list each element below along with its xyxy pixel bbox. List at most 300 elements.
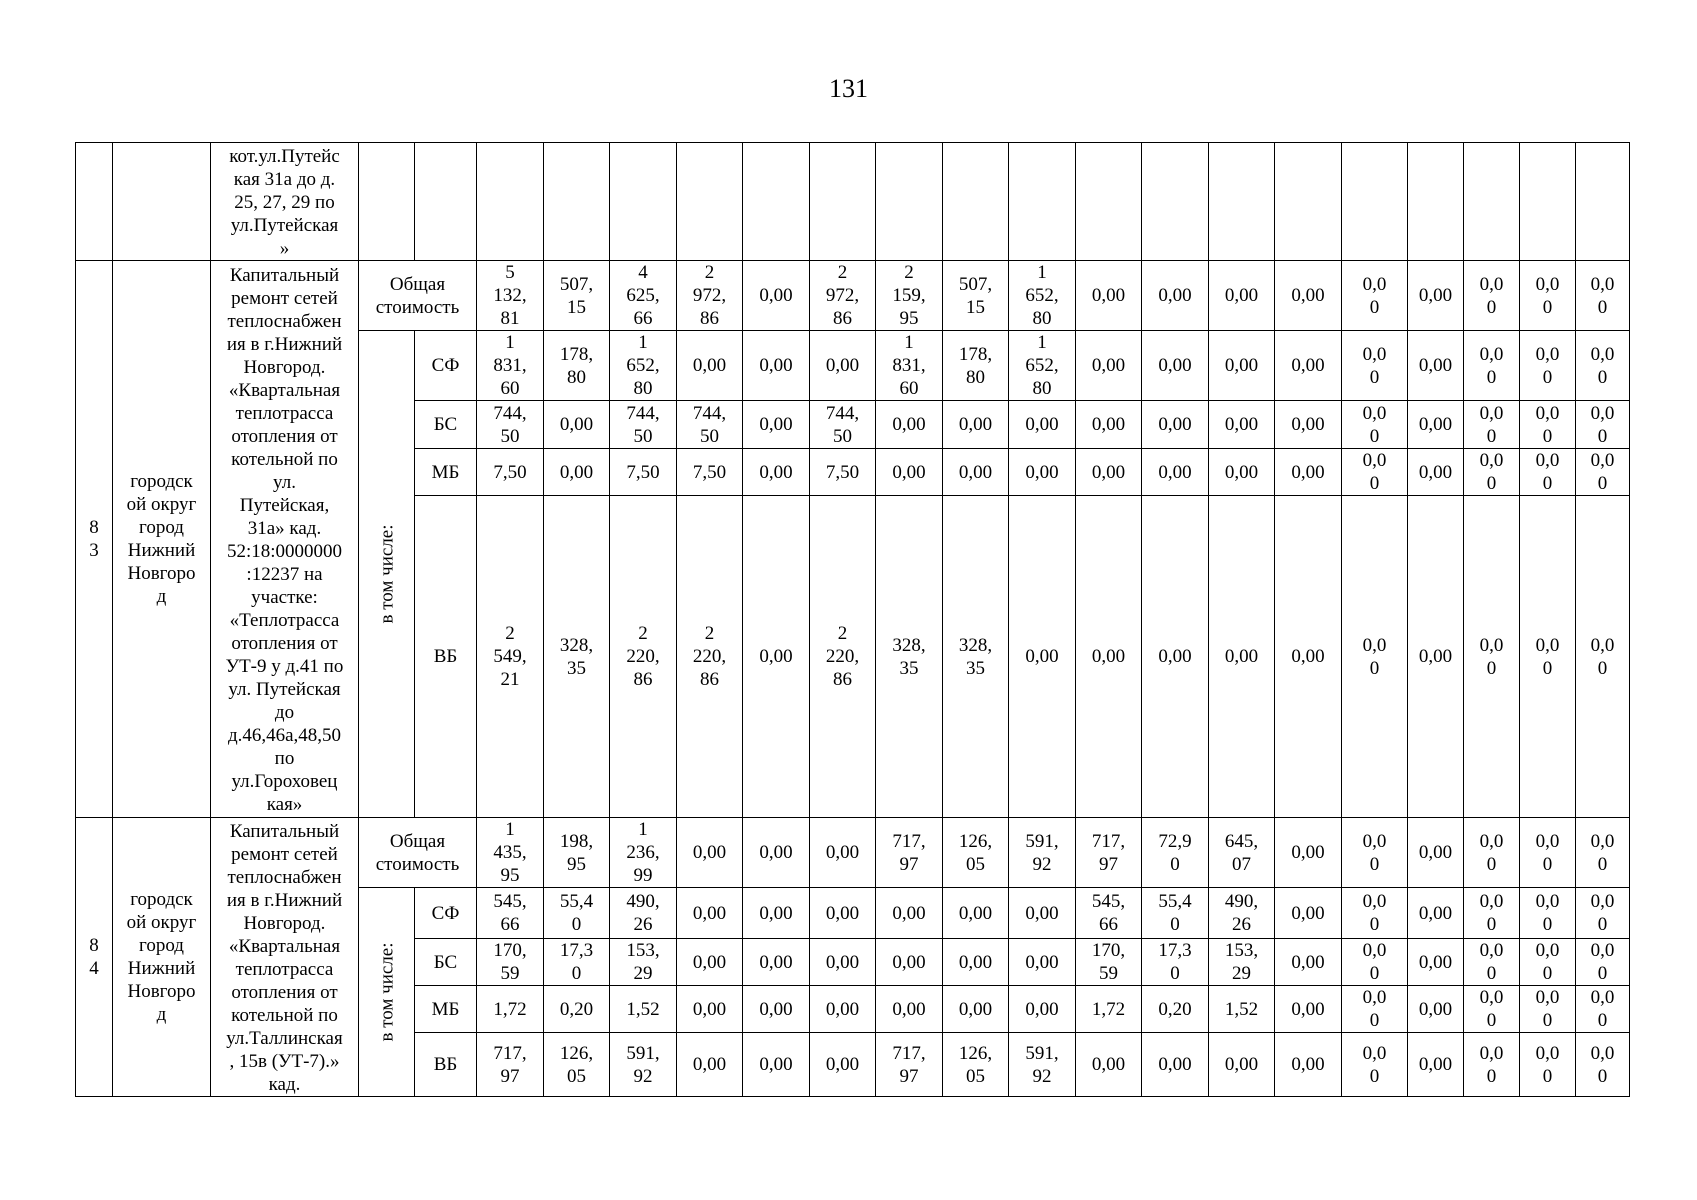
cell-num-text: 8 4: [89, 935, 99, 979]
cell-value-text: 1 435, 95: [493, 819, 527, 886]
cell-value-text: 0,00: [1224, 461, 1259, 483]
cell-value: [1076, 401, 1142, 449]
cell-value: [1076, 939, 1142, 986]
cell-value: [743, 986, 810, 1033]
budget-table: [75, 142, 1630, 1097]
cell-value-text: 0,0 0: [1590, 343, 1615, 388]
cell-value: [1076, 449, 1142, 496]
cell-value: [544, 888, 610, 939]
cell-value: [477, 986, 544, 1033]
cell-source-label: [415, 449, 477, 496]
cell-value-text: 0,00: [1091, 355, 1126, 376]
cell-value-text: 2 220, 86: [626, 623, 660, 690]
cell-value-text: 0,00: [759, 646, 793, 667]
cell-value-text: 178, 80: [559, 343, 594, 388]
cell-value: [1408, 939, 1464, 986]
cell-description-text: кот.ул.Путейс кая 31а до д. 25, 27, 29 по ул.Путейская »: [229, 146, 340, 259]
cell-value: [1209, 331, 1275, 401]
cell-value-text: 2 159, 95: [892, 262, 926, 329]
cell-value-text: 0,00: [1025, 998, 1059, 1020]
cell-value: [810, 986, 876, 1033]
cell-value: [610, 449, 677, 496]
cell-value: [1342, 449, 1408, 496]
cell-value: [1009, 818, 1076, 888]
cell-value-text: 0,00: [1158, 461, 1192, 483]
cell-value-text: 0,0 0: [1479, 273, 1504, 318]
cell-num: [76, 261, 113, 818]
cell-value: [1520, 818, 1576, 888]
cell-value: [1520, 261, 1576, 331]
cell-value-text: 0,00: [825, 355, 860, 376]
cell-value: [1209, 401, 1275, 449]
cell-value-text: 7,50: [692, 461, 727, 483]
cell-value-text: 0,00: [1291, 842, 1325, 863]
cell-value-text: 4 625, 66: [626, 262, 660, 329]
cell-value: [1464, 818, 1520, 888]
cell-value-text: 0,00: [559, 461, 594, 483]
cell-value: [743, 143, 810, 261]
cell-value-text: 0,00: [1224, 646, 1259, 667]
cell-value-text: 0,0 0: [1479, 450, 1504, 494]
cell-value: [1342, 986, 1408, 1033]
cell-value: [1275, 986, 1342, 1033]
cell-municipality-text: городск ой округ город Нижний Новгоро д: [126, 889, 197, 1025]
cell-value: [876, 331, 943, 401]
cell-value: [544, 401, 610, 449]
cell-source-label: [415, 401, 477, 449]
cell-value-text: 717, 97: [493, 1042, 527, 1087]
cell-value-text: 591, 92: [1025, 1042, 1059, 1087]
cell-value-text: 0,0 0: [1535, 450, 1560, 494]
cell-value-text: 153, 29: [1224, 940, 1259, 984]
cell-value-text: 0,00: [1291, 951, 1325, 973]
cell-value-text: 0,00: [759, 414, 793, 435]
cell-value: [876, 401, 943, 449]
cell-value: [943, 986, 1009, 1033]
cell-value: [810, 261, 876, 331]
cell-value-text: 0,00: [892, 902, 926, 924]
cell-value-text: 0,00: [759, 355, 793, 376]
cell-value: [1209, 939, 1275, 986]
cell-value: [1408, 449, 1464, 496]
cell-value: [1076, 1033, 1142, 1097]
cell-value: [743, 1033, 810, 1097]
cell-value-text: 0,00: [958, 461, 993, 483]
cell-value-text: 2 972, 86: [692, 262, 727, 329]
cell-value: [477, 143, 544, 261]
cell-value-text: 126, 05: [559, 1042, 594, 1087]
cell-value-text: 0,0 0: [1362, 402, 1387, 447]
cell-value: [1009, 143, 1076, 261]
cell-value-text: 2 220, 86: [825, 623, 860, 690]
cell-value-text: 0,00: [958, 414, 993, 435]
cell-value: [1275, 401, 1342, 449]
cell-value: [1520, 939, 1576, 986]
cell-value-text: 1 652, 80: [1025, 332, 1059, 399]
cell-value: [1408, 1033, 1464, 1097]
cell-value: [1275, 1033, 1342, 1097]
cell-total-label-text: Общая стоимость: [375, 830, 460, 875]
cell-value-text: 153, 29: [626, 940, 660, 984]
cell-value-text: 744, 50: [692, 402, 727, 447]
cell-value: [1009, 986, 1076, 1033]
cell-value-text: 0,0 0: [1535, 940, 1560, 984]
cell-value: [477, 331, 544, 401]
cell-source-label: [415, 1033, 477, 1097]
cell-value: [477, 496, 544, 818]
cell-value: [1142, 496, 1209, 818]
cell-value: [743, 496, 810, 818]
cell-value: [876, 1033, 943, 1097]
cell-value: [544, 496, 610, 818]
cell-value-text: 0,00: [825, 842, 860, 863]
cell-value-text: 0,0 0: [1535, 891, 1560, 935]
cell-value: [1464, 888, 1520, 939]
cell-value: [943, 818, 1009, 888]
cell-value: [477, 261, 544, 331]
cell-value: [610, 143, 677, 261]
cell-value: [743, 939, 810, 986]
cell-value-text: 0,0 0: [1479, 987, 1504, 1031]
cell-source-label-text: МБ: [431, 461, 460, 483]
cell-value-text: 0,0 0: [1590, 830, 1615, 875]
cell-value-text: 126, 05: [958, 830, 993, 875]
cell-value: [1520, 331, 1576, 401]
cell-value-text: 0,0 0: [1590, 940, 1615, 984]
cell-value-text: 1,52: [626, 998, 660, 1020]
cell-value-text: 717, 97: [1091, 830, 1126, 875]
cell-value-text: 0,0 0: [1362, 273, 1387, 318]
cell-value-text: 0,00: [1224, 355, 1259, 376]
cell-value-text: 0,00: [1025, 414, 1059, 435]
cell-value: [1209, 143, 1275, 261]
cell-value: [743, 401, 810, 449]
cell-value-text: 0,00: [1091, 1054, 1126, 1075]
cell-value-text: 7,50: [626, 461, 660, 483]
cell-num: [76, 818, 113, 1097]
cell-description-text: Капитальный ремонт сетей теплоснабжен ия в г.Нижний Новгород. «Квартальная теплотрасса отопления от котельной по ул.Таллинская , 15в (УТ-7).» кад.: [226, 821, 343, 1095]
cell-value: [943, 401, 1009, 449]
cell-value: [810, 888, 876, 939]
cell-value: [943, 143, 1009, 261]
cell-value-text: 0,0 0: [1362, 343, 1387, 388]
cell-value: [1209, 818, 1275, 888]
cell-municipality: [113, 818, 211, 1097]
cell-value-text: 0,00: [692, 1054, 727, 1075]
cell-value-text: 0,0 0: [1362, 450, 1387, 494]
cell-value: [1464, 449, 1520, 496]
cell-value-text: 0,00: [1091, 461, 1126, 483]
cell-description: [211, 143, 359, 261]
cell-value: [810, 143, 876, 261]
cell-value: [1342, 888, 1408, 939]
cell-value-text: 0,00: [1224, 285, 1259, 306]
cell-value: [876, 986, 943, 1033]
page-number: 131: [829, 74, 868, 103]
cell-value-text: 0,00: [692, 951, 727, 973]
cell-value: [610, 496, 677, 818]
cell-value: [1209, 496, 1275, 818]
cell-value: [876, 888, 943, 939]
cell-value: [810, 401, 876, 449]
cell-description: [211, 261, 359, 818]
cell-value-text: 0,00: [958, 998, 993, 1020]
cell-value: [876, 261, 943, 331]
cell-value-text: 0,00: [759, 842, 793, 863]
cell-value: [1209, 449, 1275, 496]
cell-value: [1342, 939, 1408, 986]
cell-value: [1520, 888, 1576, 939]
cell-value-text: 328, 35: [892, 634, 926, 679]
cell-value-text: 0,00: [825, 1054, 860, 1075]
cell-value-text: 0,0 0: [1535, 1042, 1560, 1087]
cell-value-text: 0,0 0: [1362, 1042, 1387, 1087]
cell-type: [359, 143, 415, 261]
cell-value-text: 744, 50: [493, 402, 527, 447]
cell-value-text: 0,00: [1418, 902, 1453, 924]
cell-value-text: 0,00: [1291, 355, 1325, 376]
cell-value: [544, 143, 610, 261]
cell-value-text: 0,00: [1091, 646, 1126, 667]
cell-value-text: 0,00: [1418, 646, 1453, 667]
cell-value-text: 0,00: [1291, 902, 1325, 924]
table-row-continuation: [76, 143, 1630, 261]
cell-value: [610, 1033, 677, 1097]
cell-value: [1408, 888, 1464, 939]
cell-value: [1076, 331, 1142, 401]
cell-value-text: 0,00: [1418, 842, 1453, 863]
cell-value: [943, 449, 1009, 496]
cell-value: [1275, 143, 1342, 261]
cell-value-text: 0,00: [1291, 646, 1325, 667]
cell-value: [876, 449, 943, 496]
cell-value-text: 0,00: [892, 461, 926, 483]
cell-value: [1520, 986, 1576, 1033]
cell-value-text: 0,0 0: [1479, 402, 1504, 447]
cell-value-text: 0,00: [759, 461, 793, 483]
cell-value-text: 490, 26: [1224, 891, 1259, 935]
cell-value-text: 0,00: [1291, 285, 1325, 306]
cell-value-text: 0,00: [759, 951, 793, 973]
cell-value-text: 7,50: [825, 461, 860, 483]
cell-value-text: 55,4 0: [1158, 891, 1192, 935]
cell-value-text: 0,00: [1025, 902, 1059, 924]
cell-value: [477, 818, 544, 888]
cell-value-text: 0,00: [1224, 414, 1259, 435]
cell-num-text: 8 3: [89, 517, 99, 561]
cell-value: [1142, 818, 1209, 888]
cell-value-text: 0,00: [1091, 414, 1126, 435]
cell-value: [677, 143, 743, 261]
cell-value: [943, 496, 1009, 818]
cell-value: [1275, 449, 1342, 496]
cell-value: [1209, 261, 1275, 331]
cell-value: [1275, 888, 1342, 939]
cell-value-text: 0,0 0: [1590, 1042, 1615, 1087]
cell-source-label-text: МБ: [431, 998, 460, 1020]
cell-value: [1408, 818, 1464, 888]
cell-value: [1342, 401, 1408, 449]
cell-value: [544, 986, 610, 1033]
cell-value-text: 0,00: [892, 414, 926, 435]
cell-value: [1076, 143, 1142, 261]
cell-value-text: 0,00: [1418, 1054, 1453, 1075]
cell-value: [1464, 401, 1520, 449]
cell-value: [544, 261, 610, 331]
cell-value: [810, 449, 876, 496]
cell-value-text: 0,00: [759, 998, 793, 1020]
cell-value: [1408, 496, 1464, 818]
cell-value: [1342, 261, 1408, 331]
cell-value-text: 1,72: [493, 998, 527, 1020]
cell-value-text: 0,00: [1418, 355, 1453, 376]
cell-value-text: 0,0 0: [1590, 273, 1615, 318]
cell-value-text: 17,3 0: [559, 940, 594, 984]
cell-value-text: 328, 35: [958, 634, 993, 679]
cell-value-text: 328, 35: [559, 634, 594, 679]
cell-value-text: 0,0 0: [1362, 987, 1387, 1031]
cell-value: [1009, 888, 1076, 939]
cell-value-text: 2 220, 86: [692, 623, 727, 690]
cell-value: [477, 939, 544, 986]
cell-value-text: 0,00: [692, 355, 727, 376]
cell-value-text: 170, 59: [1091, 940, 1126, 984]
cell-value: [677, 261, 743, 331]
cell-value-text: 7,50: [493, 461, 527, 483]
cell-value: [1076, 496, 1142, 818]
cell-value-text: 507, 15: [958, 273, 993, 318]
cell-value-text: 0,20: [559, 998, 594, 1020]
table-row-total: [76, 261, 1630, 331]
cell-value: [1275, 496, 1342, 818]
cell-value: [1142, 261, 1209, 331]
cell-value-text: 0,00: [759, 1054, 793, 1075]
cell-value-text: 17,3 0: [1158, 940, 1192, 984]
cell-value: [1408, 143, 1464, 261]
cell-value: [1464, 496, 1520, 818]
cell-value-text: 0,20: [1158, 998, 1192, 1020]
cell-value: [1076, 888, 1142, 939]
cell-value: [677, 939, 743, 986]
cell-value-text: 0,00: [1224, 1054, 1259, 1075]
cell-description-text: Капитальный ремонт сетей теплоснабжен ия в г.Нижний Новгород. «Квартальная теплотрасса отопления от котельной по ул. Путейская, 31а» кад. 52:18:0000000 :12237 на участке: «Теплотрасса отопления от УТ-9 у д.41 по ул. Путейская до д.46,46а,48,50 по ул.Гороховец кая»: [225, 265, 344, 815]
cell-sub: [415, 143, 477, 261]
cell-value-text: 0,00: [1291, 998, 1325, 1020]
cell-value-text: 0,00: [1025, 461, 1059, 483]
cell-value: [743, 818, 810, 888]
cell-value-text: 717, 97: [892, 1042, 926, 1087]
cell-value: [1576, 496, 1630, 818]
cell-value-text: 0,00: [1418, 285, 1453, 306]
cell-value: [1009, 331, 1076, 401]
cell-value: [610, 331, 677, 401]
cell-value: [677, 449, 743, 496]
cell-value-text: 0,00: [1025, 646, 1059, 667]
cell-value-text: 0,00: [1091, 285, 1126, 306]
cell-value: [1275, 331, 1342, 401]
cell-value: [1576, 986, 1630, 1033]
cell-value: [1275, 939, 1342, 986]
cell-value: [1076, 261, 1142, 331]
cell-value: [1464, 939, 1520, 986]
cell-value-text: 0,0 0: [1590, 402, 1615, 447]
cell-value-text: 0,00: [1158, 646, 1192, 667]
cell-value-text: 0,00: [1158, 414, 1192, 435]
cell-value: [1576, 888, 1630, 939]
cell-value: [1464, 1033, 1520, 1097]
cell-value: [1209, 986, 1275, 1033]
cell-value: [544, 939, 610, 986]
cell-value: [1342, 143, 1408, 261]
cell-value: [743, 449, 810, 496]
cell-source-label: [415, 496, 477, 818]
cell-value-text: 0,0 0: [1362, 940, 1387, 984]
cell-value-text: 545, 66: [1091, 891, 1126, 935]
cell-value-text: 0,00: [958, 902, 993, 924]
cell-value: [1142, 1033, 1209, 1097]
cell-value-text: 0,0 0: [1362, 891, 1387, 935]
table-row-total: [76, 818, 1630, 888]
cell-value: [1576, 1033, 1630, 1097]
cell-value-text: 0,00: [1291, 1054, 1325, 1075]
cell-value-text: 178, 80: [958, 343, 993, 388]
cell-value: [1576, 449, 1630, 496]
cell-value-text: 0,0 0: [1479, 634, 1504, 679]
cell-value-text: 0,00: [1418, 951, 1453, 973]
cell-municipality: [113, 261, 211, 818]
cell-total-label: [359, 261, 477, 331]
cell-value-text: 1 831, 60: [493, 332, 527, 399]
cell-value: [1142, 401, 1209, 449]
cell-value: [477, 1033, 544, 1097]
cell-value: [1520, 143, 1576, 261]
cell-value-text: 0,0 0: [1362, 634, 1387, 679]
cell-value: [1464, 261, 1520, 331]
cell-value: [1342, 496, 1408, 818]
cell-value-text: 170, 59: [493, 940, 527, 984]
cell-value: [1464, 331, 1520, 401]
cell-value: [1076, 986, 1142, 1033]
cell-value-text: 0,0 0: [1535, 987, 1560, 1031]
cell-value: [610, 939, 677, 986]
cell-source-label-text: ВБ: [433, 646, 458, 667]
cell-value-text: 1,72: [1091, 998, 1126, 1020]
cell-value: [1520, 1033, 1576, 1097]
cell-value: [677, 888, 743, 939]
cell-value: [943, 1033, 1009, 1097]
cell-value: [1576, 939, 1630, 986]
cell-value: [1576, 401, 1630, 449]
cell-value-text: 2 549, 21: [493, 623, 527, 690]
cell-value: [810, 331, 876, 401]
cell-value: [1142, 331, 1209, 401]
cell-municipality: [113, 143, 211, 261]
cell-value-text: 0,0 0: [1362, 830, 1387, 875]
cell-value-text: 0,00: [559, 414, 594, 435]
cell-value-text: 0,00: [825, 902, 860, 924]
cell-source-label-text: БС: [433, 414, 458, 435]
cell-value-text: 0,00: [692, 842, 727, 863]
cell-value: [544, 331, 610, 401]
cell-value-text: 1 652, 80: [626, 332, 660, 399]
cell-value: [1142, 143, 1209, 261]
cell-value: [1009, 1033, 1076, 1097]
cell-source-label-text: СФ: [431, 902, 460, 924]
cell-value: [1576, 143, 1630, 261]
cell-value-text: 507, 15: [559, 273, 594, 318]
cell-value: [810, 496, 876, 818]
cell-value-text: 0,00: [1418, 414, 1453, 435]
